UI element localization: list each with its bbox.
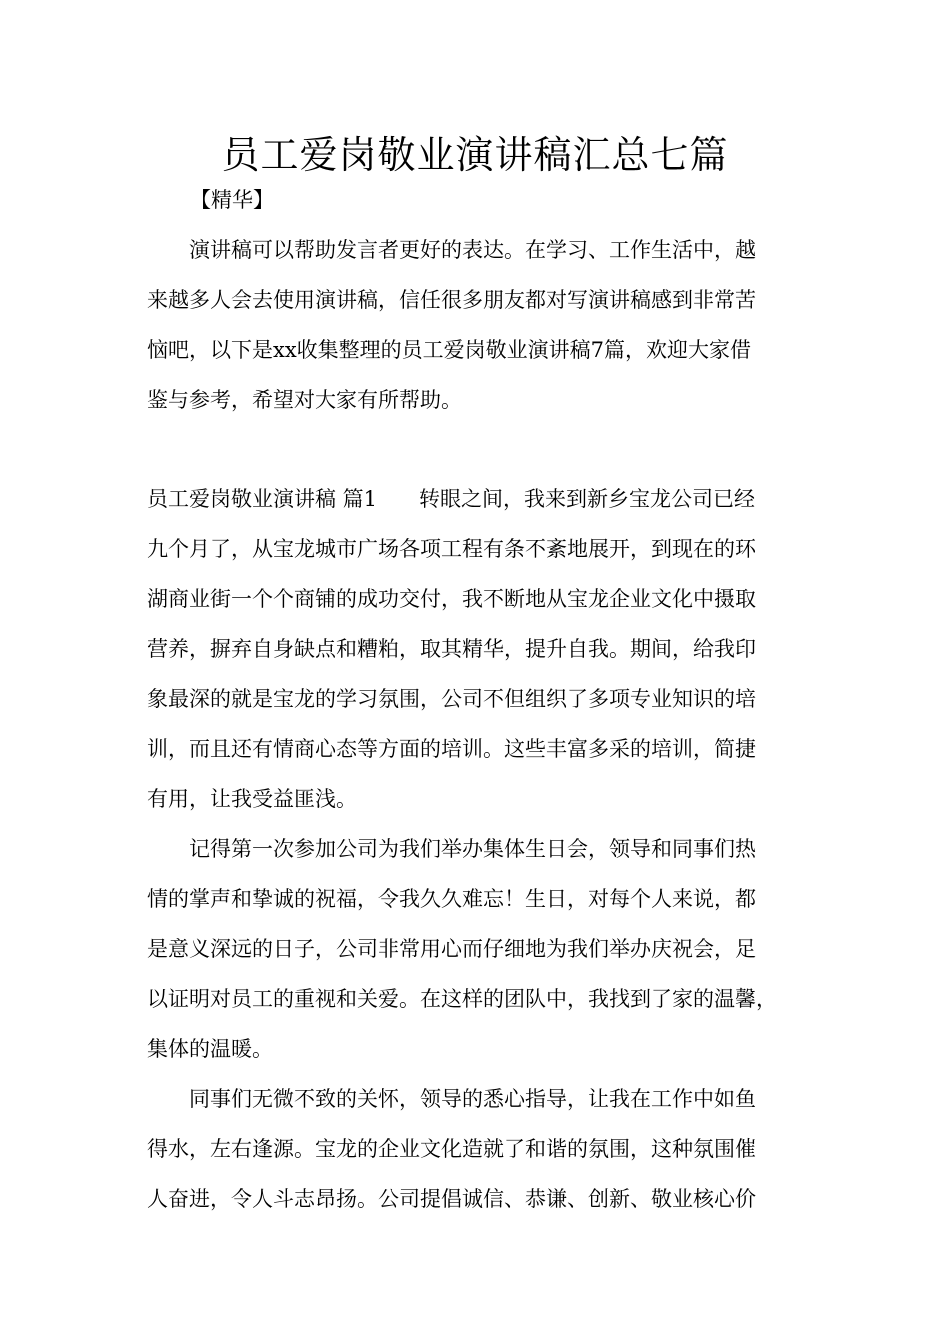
paragraph-line: 集体的温暖。 xyxy=(147,1037,273,1061)
paragraph-line: 记得第一次参加公司为我们举办集体生日会，领导和同事们热 xyxy=(189,837,756,861)
paragraph-line: 演讲稿可以帮助发言者更好的表达。在学习、工作生活中，越 xyxy=(189,238,756,262)
paragraph-line: 训，而且还有情商心态等方面的培训。这些丰富多采的培训，简捷 xyxy=(147,737,756,761)
paragraph-line: 有用，让我受益匪浅。 xyxy=(147,787,357,811)
section-1-paragraph xyxy=(147,474,812,824)
intro-paragraph xyxy=(147,225,812,425)
paragraph-line: 情的掌声和挚诚的祝福，令我久久难忘！生日，对每个人来说，都 xyxy=(147,887,756,911)
section-1-first-line xyxy=(147,474,812,524)
essence-tag: 【精华】 xyxy=(190,188,274,212)
paragraph-line: 同事们无微不致的关怀，领导的悉心指导，让我在工作中如鱼 xyxy=(189,1087,756,1111)
paragraph-line: 来越多人会去使用演讲稿，信任很多朋友都对写演讲稿感到非常苦 xyxy=(147,288,756,312)
paragraph-line: 恼吧，以下是xx收集整理的员工爱岗敬业演讲稿7篇，欢迎大家借 xyxy=(147,338,752,362)
colleagues-paragraph xyxy=(147,1074,812,1224)
paragraph-line: 鉴与参考，希望对大家有所帮助。 xyxy=(147,388,462,412)
paragraph-line: 以证明对员工的重视和关爱。在这样的团队中，我找到了家的温馨， xyxy=(147,987,777,1011)
section-1-heading: 员工爱岗敬业演讲稿 篇1 xyxy=(147,487,378,511)
document-title: 员工爱岗敬业演讲稿汇总七篇 xyxy=(221,133,729,177)
paragraph-line-text: 转眼之间，我来到新乡宝龙公司已经 xyxy=(419,487,756,511)
paragraph-line: 是意义深远的日子，公司非常用心而仔细地为我们举办庆祝会，足 xyxy=(147,937,756,961)
paragraph-line: 九个月了，从宝龙城市广场各项工程有条不紊地展开，到现在的环 xyxy=(147,537,756,561)
paragraph-line: 人奋进，令人斗志昂扬。公司提倡诚信、恭谦、创新、敬业核心价 xyxy=(147,1187,756,1211)
paragraph-line: 湖商业街一个个商铺的成功交付，我不断地从宝龙企业文化中摄取 xyxy=(147,587,756,611)
paragraph-line: 得水，左右逢源。宝龙的企业文化造就了和谐的氛围，这种氛围催 xyxy=(147,1137,756,1161)
paragraph-line: 象最深的就是宝龙的学习氛围，公司不但组织了多项专业知识的培 xyxy=(147,687,756,711)
paragraph-line: 营养，摒弃自身缺点和糟粕，取其精华，提升自我。期间，给我印 xyxy=(147,637,756,661)
birthday-paragraph xyxy=(147,824,812,1074)
